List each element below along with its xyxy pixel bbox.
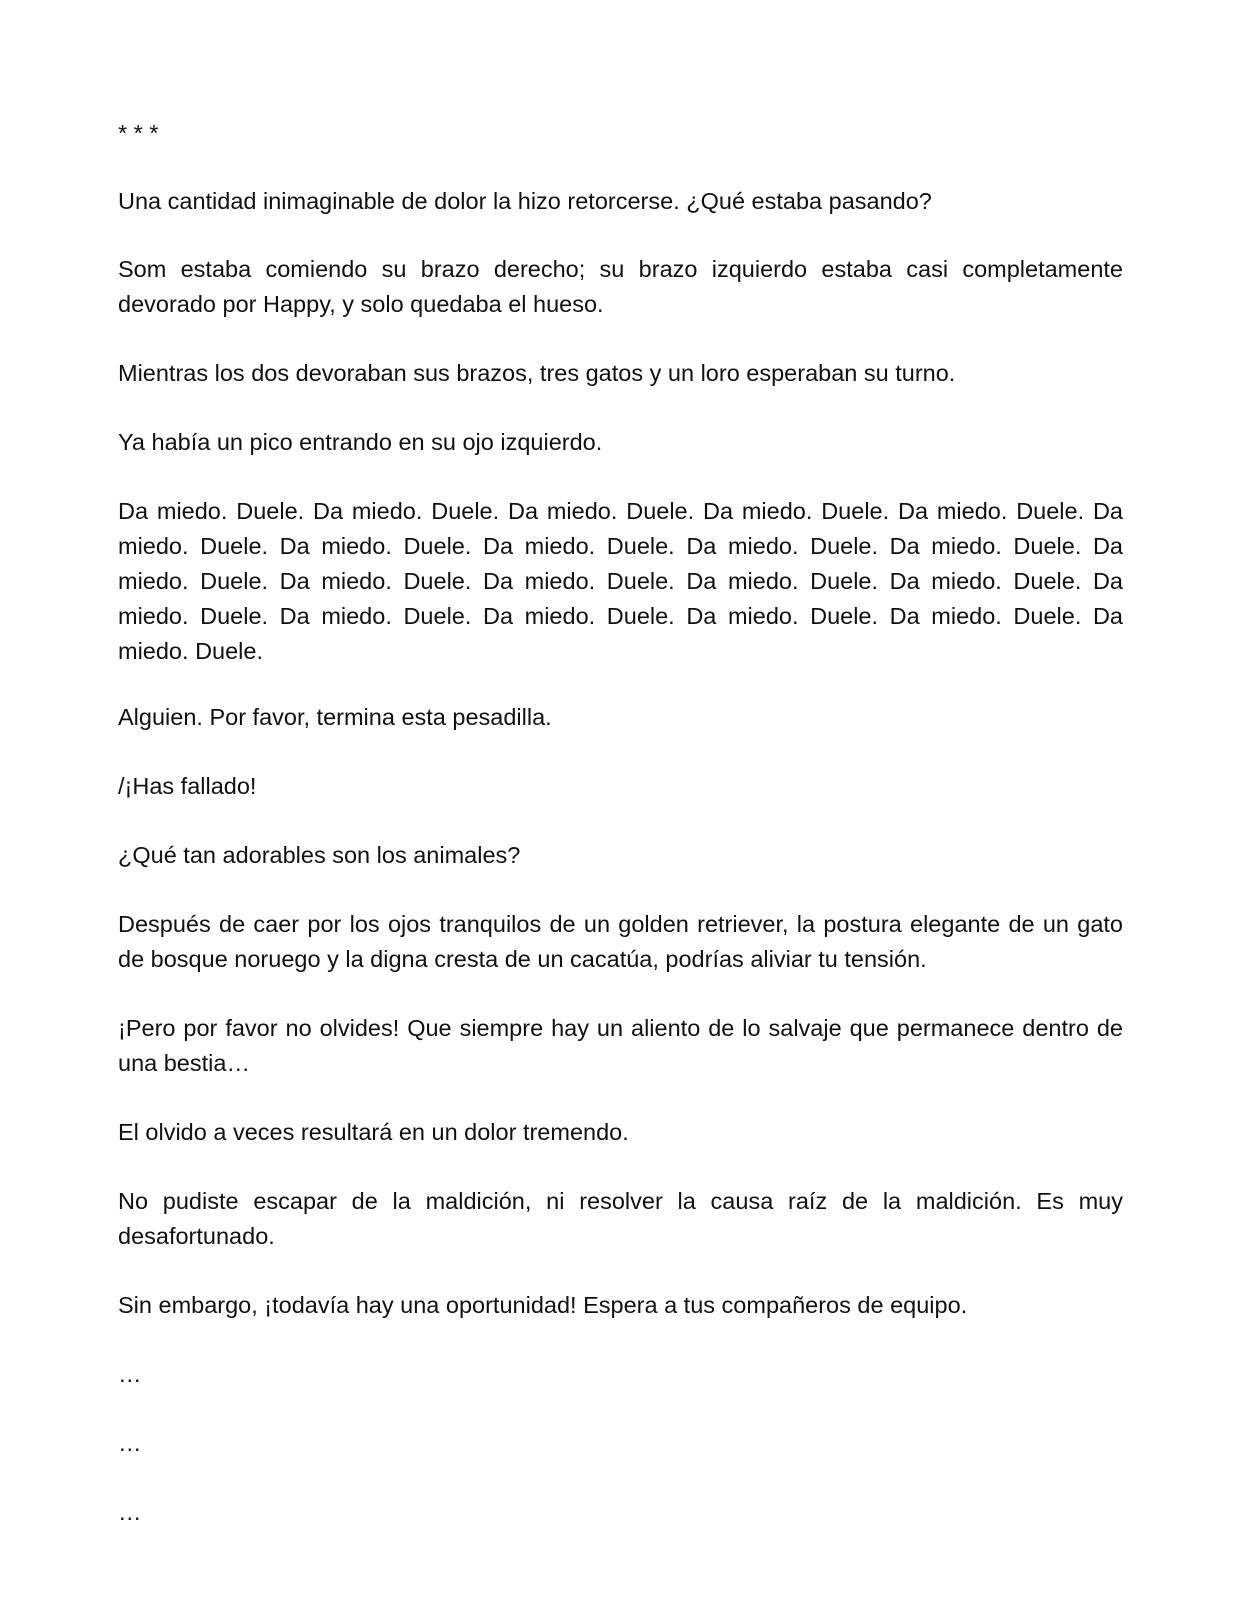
paragraph: Som estaba comiendo su brazo derecho; su brazo izquierdo estaba casi completamente devorado por Happy, y solo quedaba el hueso.: [118, 256, 1123, 317]
paragraph: Da miedo. Duele. Da miedo. Duele. Da miedo. Duele. Da miedo. Duele. Da miedo. Duele. Da miedo. Duele. Da miedo. Duele. Da miedo. Duele. Da miedo. Duele. Da miedo. Duele. Da miedo. Duele. Da miedo. Duele. Da miedo. Duele. Da miedo. Duele. Da miedo. Duele. Da miedo. Duele. Da miedo. Duele. Da miedo. Duele. Da miedo. Duele. Da miedo. Duele. Da miedo. Duele.: [118, 498, 1123, 664]
paragraph: ¿Qué tan adorables son los animales?: [118, 842, 521, 868]
ellipsis-line: …: [118, 1361, 142, 1387]
paragraph: Una cantidad inimaginable de dolor la hizo retorcerse. ¿Qué estaba pasando?: [118, 188, 932, 214]
scene-break: * * *: [118, 120, 159, 146]
paragraph: Ya había un pico entrando en su ojo izquierdo.: [118, 429, 603, 455]
paragraph: /¡Has fallado!: [118, 773, 257, 799]
paragraph: El olvido a veces resultará en un dolor tremendo.: [118, 1119, 629, 1145]
paragraph: Alguien. Por favor, termina esta pesadilla.: [118, 704, 552, 730]
paragraph: ¡Pero por favor no olvides! Que siempre hay un aliento de lo salvaje que permanece dentro de una bestia…: [118, 1015, 1123, 1076]
paragraph: No pudiste escapar de la maldición, ni resolver la causa raíz de la maldición. Es muy desafortunado.: [118, 1188, 1123, 1249]
ellipsis-line: …: [118, 1430, 142, 1456]
paragraph: Mientras los dos devoraban sus brazos, tres gatos y un loro esperaban su turno.: [118, 360, 956, 386]
paragraph: Sin embargo, ¡todavía hay una oportunidad! Espera a tus compañeros de equipo.: [118, 1292, 968, 1318]
ellipsis-line: …: [118, 1499, 142, 1525]
paragraph: Después de caer por los ojos tranquilos de un golden retriever, la postura elegante de un gato de bosque noruego y la digna cresta de un cacatúa, podrías aliviar tu tensión.: [118, 911, 1123, 972]
